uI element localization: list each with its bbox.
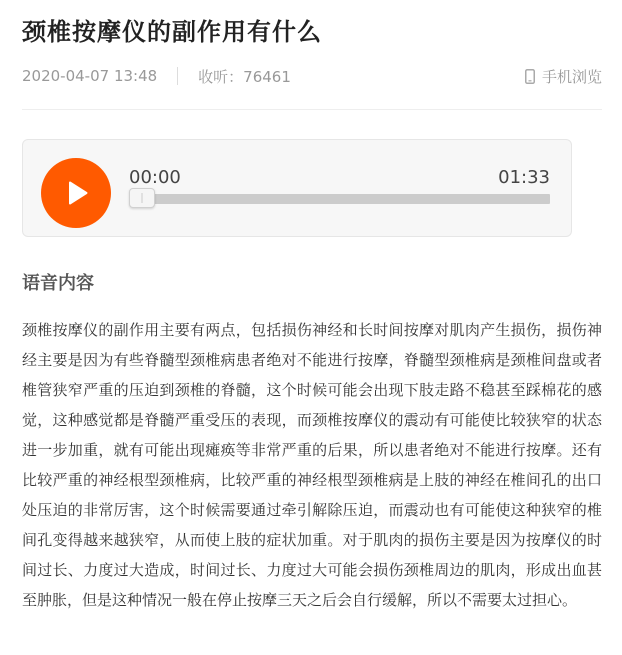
audio-player bbox=[22, 139, 572, 237]
header-divider bbox=[22, 109, 602, 110]
listen-count: 收听：76461 bbox=[198, 67, 291, 86]
article-meta bbox=[22, 64, 602, 88]
publish-date: 2020-04-07 13:48 bbox=[22, 67, 158, 85]
mobile-view-label: 手机浏览 bbox=[541, 67, 602, 86]
mobile-view-link[interactable] bbox=[525, 66, 602, 87]
meta-divider bbox=[177, 67, 178, 85]
play-icon bbox=[67, 180, 89, 206]
current-time: 00:00 bbox=[129, 167, 181, 188]
article-title: 颈椎按摩仪的副作用有什么 bbox=[22, 18, 322, 46]
phone-icon bbox=[525, 69, 535, 84]
progress-track[interactable] bbox=[131, 194, 550, 204]
section-title: 语音内容 bbox=[22, 273, 94, 294]
progress-handle[interactable] bbox=[129, 188, 155, 208]
total-time: 01:33 bbox=[498, 167, 550, 188]
transcript-text: 颈椎按摩仪的副作用主要有两点，包括损伤神经和长时间按摩对肌肉产生损伤，损伤神经主要是因为有些脊髓型颈椎病患者绝对不能进行按摩，脊髓型颈椎病是颈椎间盘或者椎管狭窄严重的压迫到颈椎的脊髓，这个时候可能会出现下肢走路不稳甚至踩棉花的感觉，这种感觉都是脊髓严重受压的表现，而颈椎按摩仪的震动有可能使比较狭窄的状态进一步加重，就有可能出现瘫痪等非常严重的后果，所以患者绝对不能进行按摩。还有比较严重的神经根型颈椎病，比较严重的神经根型颈椎病是上肢的神经在椎间孔的出口处压迫的非常厉害，这个时候需要通过牵引解除压迫，而震动也有可能使这种狭窄的椎间孔变得越来越狭窄，从而使上肢的症状加重。对于肌肉的损伤主要是因为按摩仪的时间过长、力度过大造成，时间过长、力度过大可能会损伤颈椎周边的肌肉，形成出血甚至肿胀，但是这种情况一般在停止按摩三天之后会自行缓解，所以不需要太过担心。 bbox=[22, 321, 602, 609]
play-button[interactable] bbox=[41, 158, 111, 228]
